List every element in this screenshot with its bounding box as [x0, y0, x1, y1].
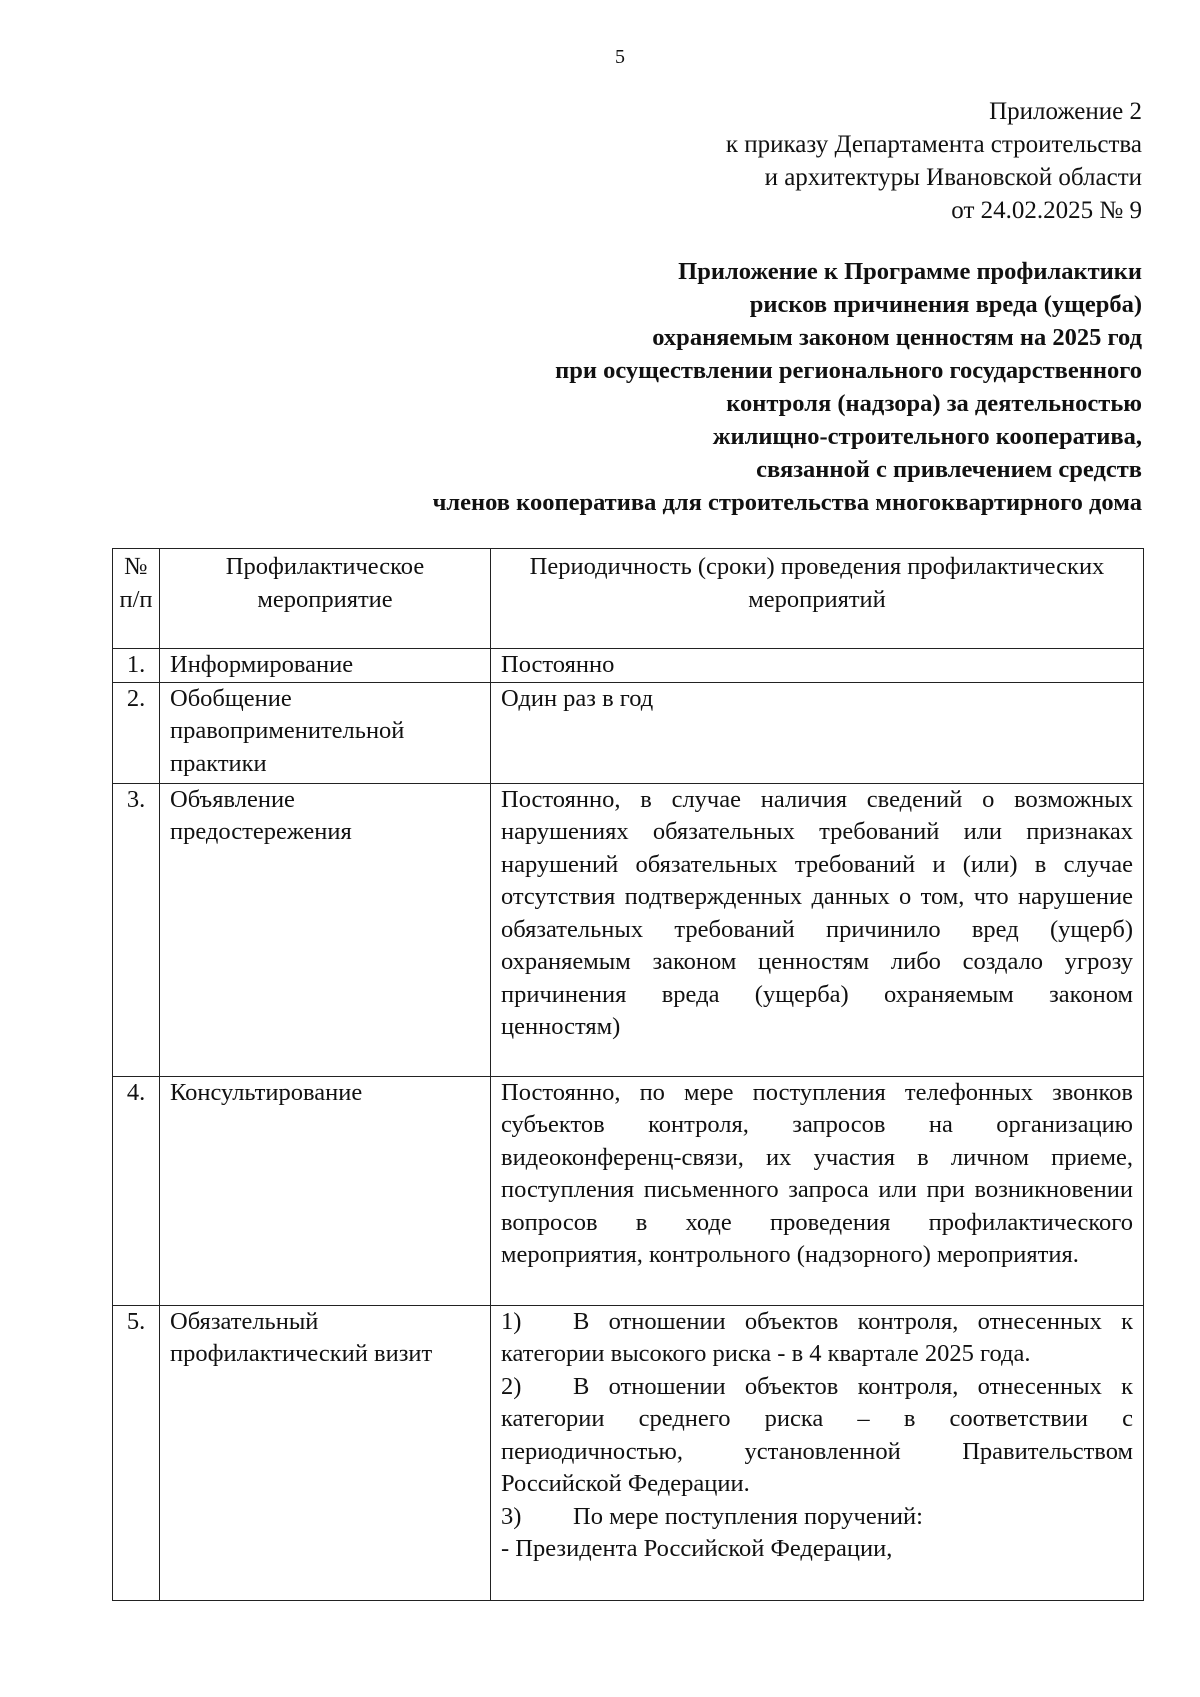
row-period: Постоянно: [491, 649, 1144, 683]
heading-line: при осуществлении регионального государственного: [555, 357, 1142, 384]
row-period: Один раз в год: [491, 682, 1144, 783]
appendix-line: и архитектуры Ивановской области: [764, 164, 1142, 191]
row-number: 4.: [113, 1076, 160, 1305]
list-marker: 3): [501, 1502, 522, 1530]
header-activity: Профилактическое мероприятие: [160, 549, 491, 649]
list-item-text: В отношении объектов контроля, отнесенных к категории среднего риска – в соответствии с периодичностью, установленной Правительством Российской Федерации.: [501, 1372, 1133, 1497]
row-number: 2.: [113, 682, 160, 783]
period-list-item: [501, 1371, 1133, 1501]
heading-line: членов кооператива для строительства многоквартирного дома: [432, 489, 1142, 516]
list-marker: 2): [501, 1372, 522, 1400]
row-activity: Объявление предостережения: [160, 783, 491, 1076]
table-header-row: [113, 549, 1144, 649]
page-number: 5: [615, 46, 625, 68]
list-item-text: - Президента Российской Федерации,: [501, 1535, 893, 1562]
appendix-line: Приложение 2: [989, 98, 1142, 125]
row-number: 5.: [113, 1305, 160, 1600]
row-period: Постоянно, в случае наличия сведений о возможных нарушениях обязательных требований или признаках нарушений обязательных требований и (или) в случае отсутствия подтвержденных данных о том, что нарушение обязательных требований причинило вред (ущерб) охраняемым законом ценностям либо создало угрозу причинения вреда (ущерба) охраняемым законом ценностям): [491, 783, 1144, 1076]
prevention-measures-table: [112, 548, 1144, 1601]
row-activity: Обязательный профилактический визит: [160, 1305, 491, 1600]
heading-line: жилищно-строительного кооператива,: [712, 423, 1142, 450]
row-period: Постоянно, по мере поступления телефонных звонков субъектов контроля, запросов на организацию видеоконференц-связи, их участия в личном приеме, поступления письменного запроса или при возникновении вопросов в ходе проведения профилактического мероприятия, контрольного (надзорного) мероприятия.: [491, 1076, 1144, 1305]
table-row: [113, 649, 1144, 683]
document-heading: [142, 255, 1142, 519]
list-item-text: По мере поступления поручений:: [573, 1502, 923, 1530]
heading-line: связанной с привлечением средств: [756, 456, 1142, 483]
row-period-list: [491, 1305, 1144, 1600]
header-number: № п/п: [113, 549, 160, 649]
appendix-reference: [442, 95, 1142, 227]
period-list-item: [501, 1306, 1133, 1371]
appendix-line: к приказу Департамента строительства: [725, 131, 1142, 158]
heading-line: охраняемым законом ценностям на 2025 год: [652, 324, 1142, 351]
table-row: [113, 783, 1144, 1076]
table-row: [113, 1076, 1144, 1305]
appendix-line: от 24.02.2025 № 9: [951, 197, 1142, 224]
row-number: 1.: [113, 649, 160, 683]
row-number: 3.: [113, 783, 160, 1076]
list-item-text: В отношении объектов контроля, отнесенных к категории высокого риска - в 4 квартале 2025 года.: [501, 1307, 1133, 1367]
row-activity: Информирование: [160, 649, 491, 683]
header-period: Периодичность (сроки) проведения профилактических мероприятий: [491, 549, 1144, 649]
heading-line: рисков причинения вреда (ущерба): [749, 291, 1142, 318]
row-activity: Обобщение правоприменительной практики: [160, 682, 491, 783]
table-row: [113, 682, 1144, 783]
list-marker: 1): [501, 1307, 522, 1335]
row-activity: Консультирование: [160, 1076, 491, 1305]
table-row: [113, 1305, 1144, 1600]
heading-line: Приложение к Программе профилактики: [678, 258, 1142, 285]
heading-line: контроля (надзора) за деятельностью: [726, 390, 1142, 417]
period-list-item: [501, 1501, 1133, 1534]
period-list-item: [501, 1533, 1133, 1566]
